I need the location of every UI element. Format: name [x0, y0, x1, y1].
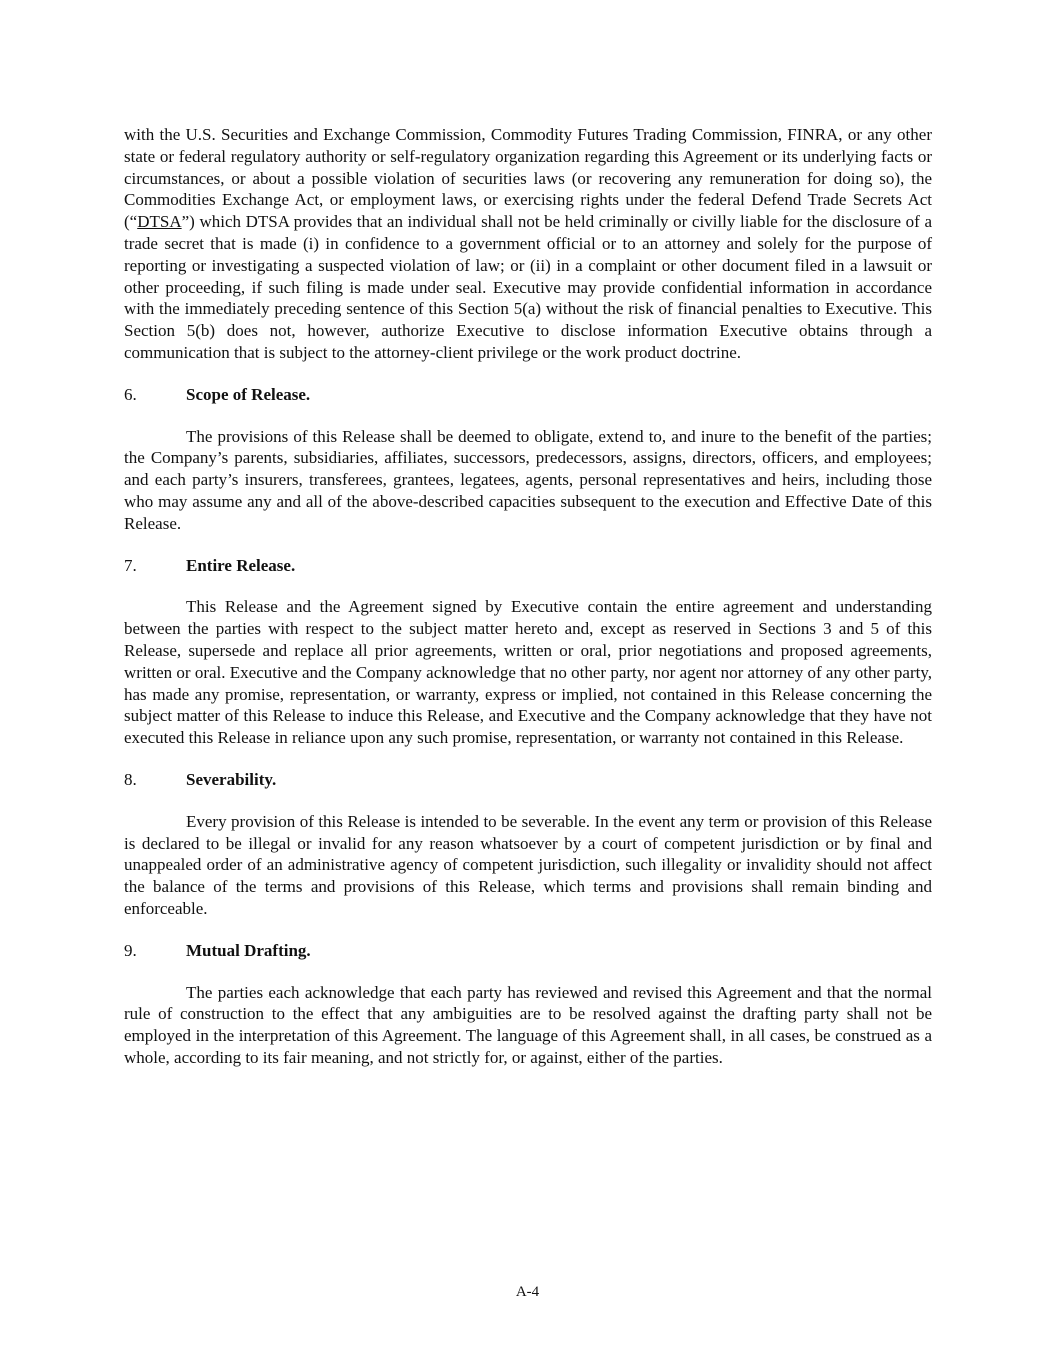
intro-paragraph — [124, 124, 932, 364]
section-8-body: Every provision of this Release is intended to be severable. In the event any term or provision of this Release is declared to be illegal or invalid for any reason whatsoever by a court of competent jurisdiction or by final and unappealed order of an administrative agency of competent jurisdiction, such illegality or invalidity should not affect the balance of the terms and provisions of this Release, which terms and provisions shall remain binding and enforceable. — [124, 811, 932, 918]
section-number: 6. — [124, 384, 137, 404]
section-title: Scope of Release. — [186, 384, 311, 404]
intro-text-before-dtsa: with the U.S. Securities and Exchange Commission, Commodity Futures Trading Commission, FINRA, or any other state or federal regulatory authority or self-regulatory organization regarding this Agreement or its underlying facts or circumstances, or about a possible violation of securities laws (or recovering any remuneration for doing so), the Commodities Exchange Act, or employment laws, or exercising rights under the federal Defend Trade Secrets Act (“ — [124, 125, 932, 232]
section-title: Mutual Drafting. — [186, 940, 311, 960]
section-title: Severability. — [186, 769, 277, 789]
section-9-heading — [124, 940, 932, 962]
dtsa-defined-term: DTSA — [137, 212, 182, 232]
section-number: 7. — [124, 555, 137, 575]
section-6-body: The provisions of this Release shall be deemed to obligate, extend to, and inure to the benefit of the parties; the Company’s parents, subsidiaries, affiliates, successors, predecessors, assigns, directors, officers, and employees; and each party’s insurers, transferees, grantees, legatees, agents, personal representatives and heirs, including those who may assume any and all of the above-described capacities subsequent to the execution and Effective Date of this Release. — [124, 426, 932, 533]
section-7-heading — [124, 555, 932, 577]
section-number: 8. — [124, 769, 137, 789]
page-number: A-4 — [515, 1284, 540, 1300]
document-page — [124, 124, 932, 1069]
section-8-heading — [124, 769, 932, 791]
section-number: 9. — [124, 940, 137, 960]
intro-text-after-dtsa: ”) which DTSA provides that an individual shall not be held criminally or civilly liable for the disclosure of a trade secret that is made (i) in confidence to a government official or to an attorney and solely for the purpose of reporting or investigating a suspected violation of law; or (ii) in a complaint or other document filed in a lawsuit or other proceeding, if such filing is made under seal. Executive may provide confidential information in accordance with the immediately preceding sentence of this Section 5(a) without the risk of financial penalties to Executive. This Section 5(b) does not, however, authorize Executive to disclose information Executive obtains through a communication that is subject to the attorney-client privilege or the work product doctrine. — [124, 212, 932, 362]
section-title: Entire Release. — [186, 555, 296, 575]
section-6-heading — [124, 384, 932, 406]
section-9-body: The parties each acknowledge that each party has reviewed and revised this Agreement and that the normal rule of construction to the effect that any ambiguities are to be resolved against the drafting party shall not be employed in the interpretation of this Agreement. The language of this Agreement shall, in all cases, be construed as a whole, according to its fair meaning, and not strictly for, or against, either of the parties. — [124, 982, 932, 1067]
section-7-body: This Release and the Agreement signed by Executive contain the entire agreement and understanding between the parties with respect to the subject matter hereto and, except as reserved in Sections 3 and 5 of this Release, supersede and replace all prior agreements, written or oral, prior negotiations and proposed agreements, written or oral. Executive and the Company acknowledge that no other party, nor agent nor attorney of any other party, has made any promise, representation, or warranty, express or implied, not contained in this Release concerning the subject matter of this Release to induce this Release, and Executive and the Company acknowledge that they have not executed this Release in reliance upon any such promise, representation, or warranty not contained in this Release. — [124, 597, 932, 748]
